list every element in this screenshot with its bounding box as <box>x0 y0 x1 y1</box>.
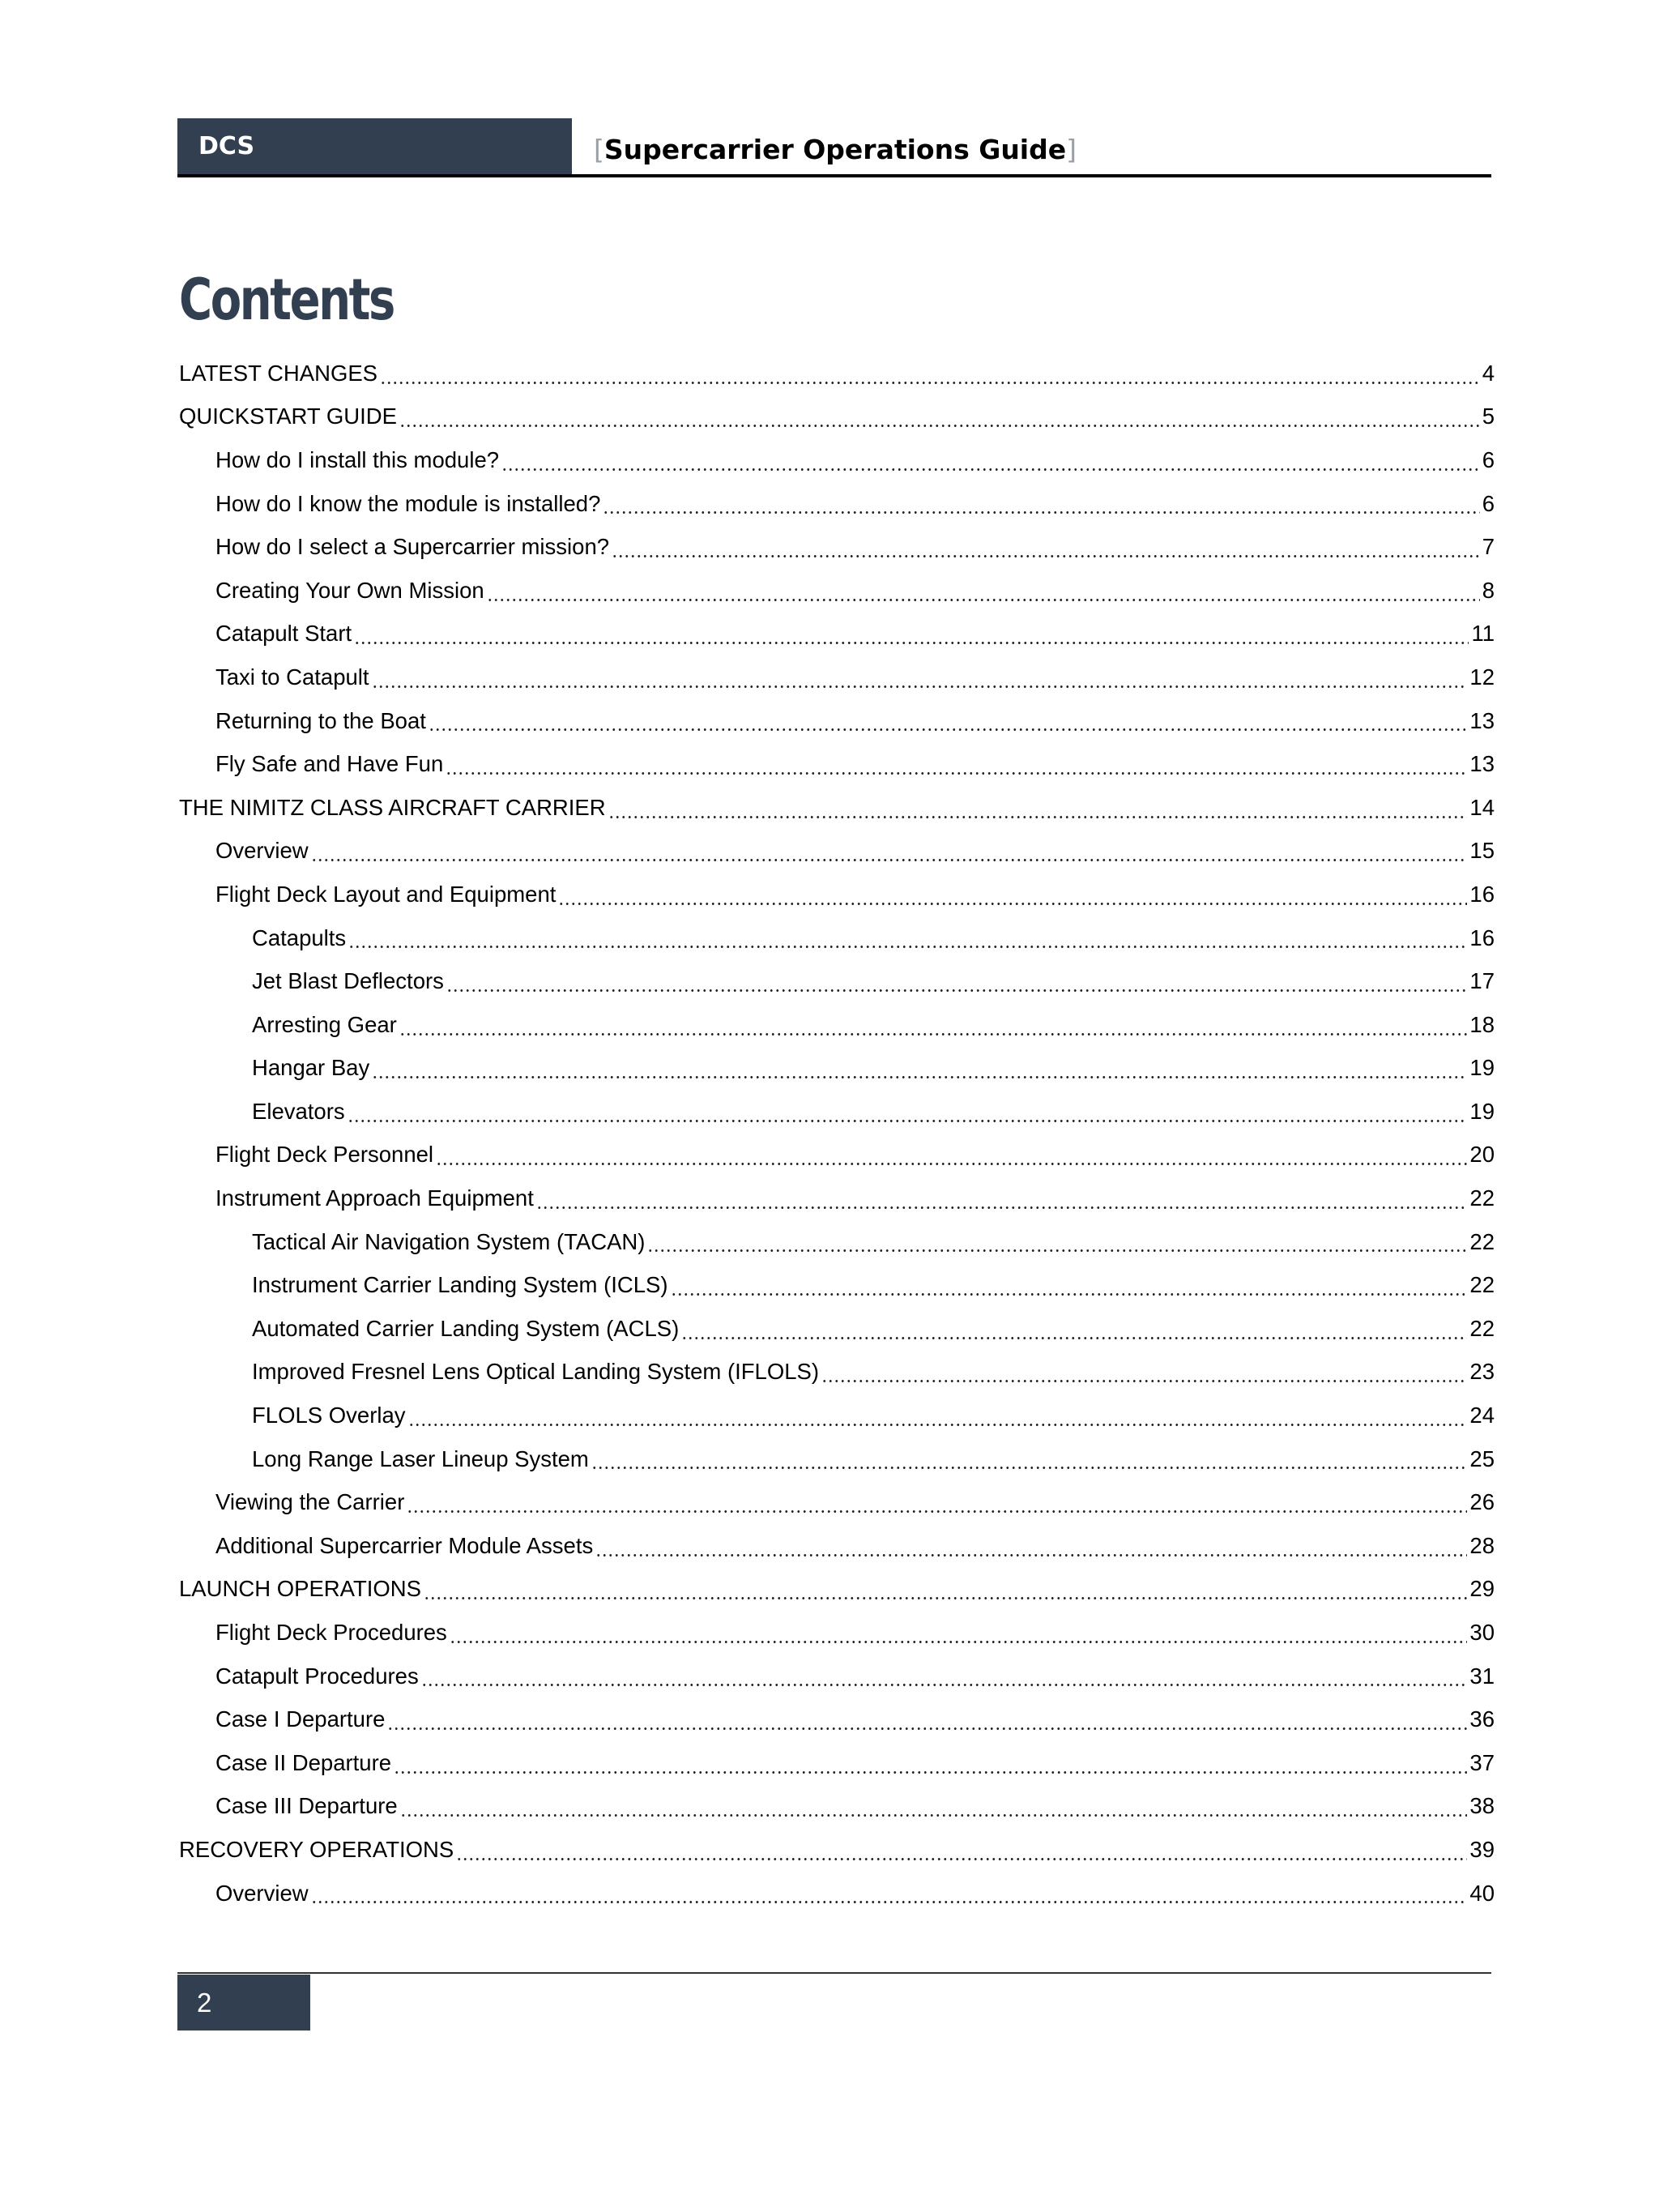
toc-entry-page: 29 <box>1469 1576 1495 1602</box>
toc-dot-leader <box>400 1803 1468 1818</box>
toc-dot-leader <box>399 413 1480 429</box>
toc-entry-label: Case III Departure <box>215 1793 398 1819</box>
toc-entry-label: Flight Deck Personnel <box>215 1142 434 1168</box>
toc-entry-page: 12 <box>1469 664 1495 690</box>
toc-entry-page: 7 <box>1482 534 1495 560</box>
toc-entry-label: Overview <box>215 1880 309 1906</box>
toc-entry[interactable] <box>179 1047 1495 1091</box>
toc-entry-page: 22 <box>1469 1315 1495 1341</box>
toc-entry-page: 15 <box>1469 838 1495 864</box>
toc-entry-label: Flight Deck Procedures <box>215 1620 447 1646</box>
toc-entry-label: Long Range Laser Lineup System <box>252 1445 589 1471</box>
toc-entry[interactable] <box>179 1611 1495 1655</box>
toc-dot-leader <box>608 805 1468 820</box>
toc-dot-leader <box>348 934 1467 950</box>
toc-entry[interactable] <box>179 1263 1495 1307</box>
header-guide-title: [Supercarrier Operations Guide] <box>594 134 1077 165</box>
toc-dot-leader <box>372 1065 1467 1080</box>
toc-dot-leader <box>603 500 1479 515</box>
toc-entry[interactable] <box>179 1741 1495 1785</box>
toc-dot-leader <box>311 848 1468 863</box>
toc-dot-leader <box>429 717 1468 732</box>
toc-entry[interactable] <box>179 786 1495 830</box>
toc-dot-leader <box>348 1108 1468 1124</box>
toc-entry-page: 6 <box>1482 446 1495 472</box>
toc-entry-page: 22 <box>1469 1185 1495 1211</box>
page-title: Contents <box>179 267 394 333</box>
toc-entry[interactable] <box>179 482 1495 526</box>
toc-dot-leader <box>487 587 1480 603</box>
toc-entry-label: Catapult Procedures <box>215 1663 419 1689</box>
guide-title-text: Supercarrier Operations Guide <box>603 134 1067 165</box>
toc-dot-leader <box>380 370 1480 386</box>
toc-entry-page: 5 <box>1482 404 1495 429</box>
toc-entry[interactable] <box>179 1480 1495 1524</box>
toc-entry[interactable] <box>179 395 1495 439</box>
toc-entry-page: 22 <box>1469 1228 1495 1254</box>
toc-entry[interactable] <box>179 613 1495 656</box>
toc-entry[interactable] <box>179 1394 1495 1437</box>
toc-dot-leader <box>424 1586 1467 1601</box>
toc-entry-label: How do I know the module is installed? <box>215 490 601 516</box>
toc-dot-leader <box>407 1499 1467 1514</box>
footer-divider <box>177 1972 1491 1974</box>
toc-dot-leader <box>421 1672 1468 1688</box>
toc-entry[interactable] <box>179 525 1495 569</box>
toc-entry-page: 19 <box>1469 1055 1495 1081</box>
toc-entry[interactable] <box>179 1785 1495 1829</box>
toc-entry-label: Arresting Gear <box>252 1011 397 1037</box>
toc-entry-page: 23 <box>1469 1359 1495 1385</box>
toc-dot-leader <box>671 1282 1468 1297</box>
toc-entry[interactable] <box>179 830 1495 873</box>
toc-entry[interactable] <box>179 352 1495 395</box>
toc-entry-page: 31 <box>1469 1663 1495 1689</box>
toc-entry-label: How do I install this module? <box>215 446 500 472</box>
toc-entry[interactable] <box>179 873 1495 916</box>
toc-entry[interactable] <box>179 1872 1495 1915</box>
toc-entry-label: Hangar Bay <box>252 1055 370 1081</box>
toc-dot-leader <box>446 978 1468 993</box>
toc-entry-page: 14 <box>1469 794 1495 820</box>
toc-entry-page: 13 <box>1469 707 1495 733</box>
toc-entry-page: 11 <box>1471 621 1495 647</box>
toc-dot-leader <box>372 674 1468 690</box>
toc-entry[interactable] <box>179 1524 1495 1568</box>
toc-entry-page: 8 <box>1482 577 1495 603</box>
footer-page-number: 2 <box>177 1975 310 2031</box>
toc-dot-leader <box>456 1847 1467 1862</box>
toc-entry-label: Catapults <box>252 925 347 950</box>
toc-entry[interactable] <box>179 1437 1495 1481</box>
toc-entry[interactable] <box>179 1828 1495 1872</box>
toc-entry-label: RECOVERY OPERATIONS <box>179 1836 454 1862</box>
table-of-contents <box>179 352 1495 1915</box>
toc-entry-page: 4 <box>1482 360 1495 386</box>
toc-dot-leader <box>387 1716 1467 1732</box>
toc-entry[interactable] <box>179 699 1495 743</box>
toc-dot-leader <box>595 1543 1467 1558</box>
toc-entry[interactable] <box>179 916 1495 960</box>
toc-entry-page: 13 <box>1469 751 1495 777</box>
toc-entry-label: Improved Fresnel Lens Optical Landing System (IFLOLS) <box>252 1359 820 1385</box>
toc-entry-label: Instrument Carrier Landing System (ICLS) <box>252 1272 668 1298</box>
toc-entry[interactable] <box>179 1220 1495 1264</box>
toc-dot-leader <box>591 1455 1468 1471</box>
toc-entry-label: Jet Blast Deflectors <box>252 968 444 994</box>
toc-dot-leader <box>681 1326 1467 1341</box>
toc-entry-label: THE NIMITZ CLASS AIRCRAFT CARRIER <box>179 794 606 820</box>
toc-dot-leader <box>501 457 1480 472</box>
toc-dot-leader <box>436 1151 1467 1167</box>
toc-entry-label: Flight Deck Layout and Equipment <box>215 881 557 907</box>
toc-entry-page: 39 <box>1469 1836 1495 1862</box>
toc-entry[interactable] <box>179 1176 1495 1220</box>
toc-entry-label: LAUNCH OPERATIONS <box>179 1576 421 1602</box>
toc-dot-leader <box>446 761 1467 776</box>
toc-entry[interactable] <box>179 1090 1495 1134</box>
toc-dot-leader <box>821 1369 1467 1384</box>
toc-entry-page: 20 <box>1469 1142 1495 1168</box>
toc-entry[interactable] <box>179 438 1495 482</box>
page-header <box>177 118 1491 177</box>
toc-entry-label: Tactical Air Navigation System (TACAN) <box>252 1228 646 1254</box>
toc-entry[interactable] <box>179 569 1495 613</box>
toc-dot-leader <box>612 544 1480 559</box>
toc-entry-page: 36 <box>1469 1706 1495 1732</box>
toc-entry-label: Taxi to Catapult <box>215 664 369 690</box>
toc-dot-leader <box>394 1760 1467 1775</box>
toc-dot-leader <box>558 891 1467 907</box>
toc-entry-page: 30 <box>1469 1620 1495 1646</box>
toc-dot-leader <box>399 1022 1468 1037</box>
toc-entry-label: Overview <box>215 838 309 864</box>
toc-dot-leader <box>311 1890 1468 1905</box>
toc-entry-page: 6 <box>1482 490 1495 516</box>
toc-entry[interactable] <box>179 959 1495 1003</box>
toc-entry-label: Instrument Approach Equipment <box>215 1185 534 1211</box>
toc-entry-label: QUICKSTART GUIDE <box>179 404 397 429</box>
toc-entry-page: 16 <box>1469 881 1495 907</box>
toc-entry-page: 24 <box>1469 1403 1495 1428</box>
toc-entry[interactable] <box>179 742 1495 786</box>
toc-entry-label: Creating Your Own Mission <box>215 577 484 603</box>
toc-entry-page: 25 <box>1469 1445 1495 1471</box>
toc-entry-page: 28 <box>1469 1532 1495 1558</box>
toc-dot-leader <box>647 1238 1467 1253</box>
toc-entry-label: Catapult Start <box>215 621 352 647</box>
toc-entry-label: Elevators <box>252 1098 345 1124</box>
toc-entry[interactable] <box>179 1134 1495 1177</box>
toc-entry-label: Automated Carrier Landing System (ACLS) <box>252 1315 680 1341</box>
toc-entry-page: 38 <box>1469 1793 1495 1819</box>
toc-entry-page: 26 <box>1469 1489 1495 1515</box>
toc-dot-leader <box>408 1412 1468 1428</box>
toc-entry-label: FLOLS Overlay <box>252 1403 406 1428</box>
toc-entry[interactable] <box>179 1351 1495 1394</box>
toc-entry-label: Returning to the Boat <box>215 707 426 733</box>
toc-entry[interactable] <box>179 655 1495 699</box>
toc-entry-label: Case I Departure <box>215 1706 386 1732</box>
toc-entry[interactable] <box>179 1568 1495 1612</box>
toc-dot-leader <box>450 1629 1468 1645</box>
toc-entry-page: 19 <box>1469 1098 1495 1124</box>
toc-entry-label: LATEST CHANGES <box>179 360 378 386</box>
toc-entry-page: 18 <box>1469 1011 1495 1037</box>
toc-entry[interactable] <box>179 1697 1495 1741</box>
header-dcs-label: DCS <box>177 118 572 174</box>
toc-entry-label: Case II Departure <box>215 1749 392 1775</box>
toc-entry-label: How do I select a Supercarrier mission? <box>215 534 610 560</box>
toc-entry-page: 16 <box>1469 925 1495 950</box>
toc-entry-label: Fly Safe and Have Fun <box>215 751 444 777</box>
toc-entry-page: 17 <box>1469 968 1495 994</box>
toc-entry-page: 40 <box>1469 1880 1495 1906</box>
toc-dot-leader <box>536 1195 1468 1211</box>
toc-entry[interactable] <box>179 1003 1495 1047</box>
toc-entry-page: 22 <box>1469 1272 1495 1298</box>
toc-entry-page: 37 <box>1469 1749 1495 1775</box>
toc-entry-label: Additional Supercarrier Module Assets <box>215 1532 594 1558</box>
toc-entry[interactable] <box>179 1307 1495 1351</box>
toc-dot-leader <box>354 630 1469 646</box>
toc-entry[interactable] <box>179 1655 1495 1698</box>
toc-entry-label: Viewing the Carrier <box>215 1489 405 1515</box>
